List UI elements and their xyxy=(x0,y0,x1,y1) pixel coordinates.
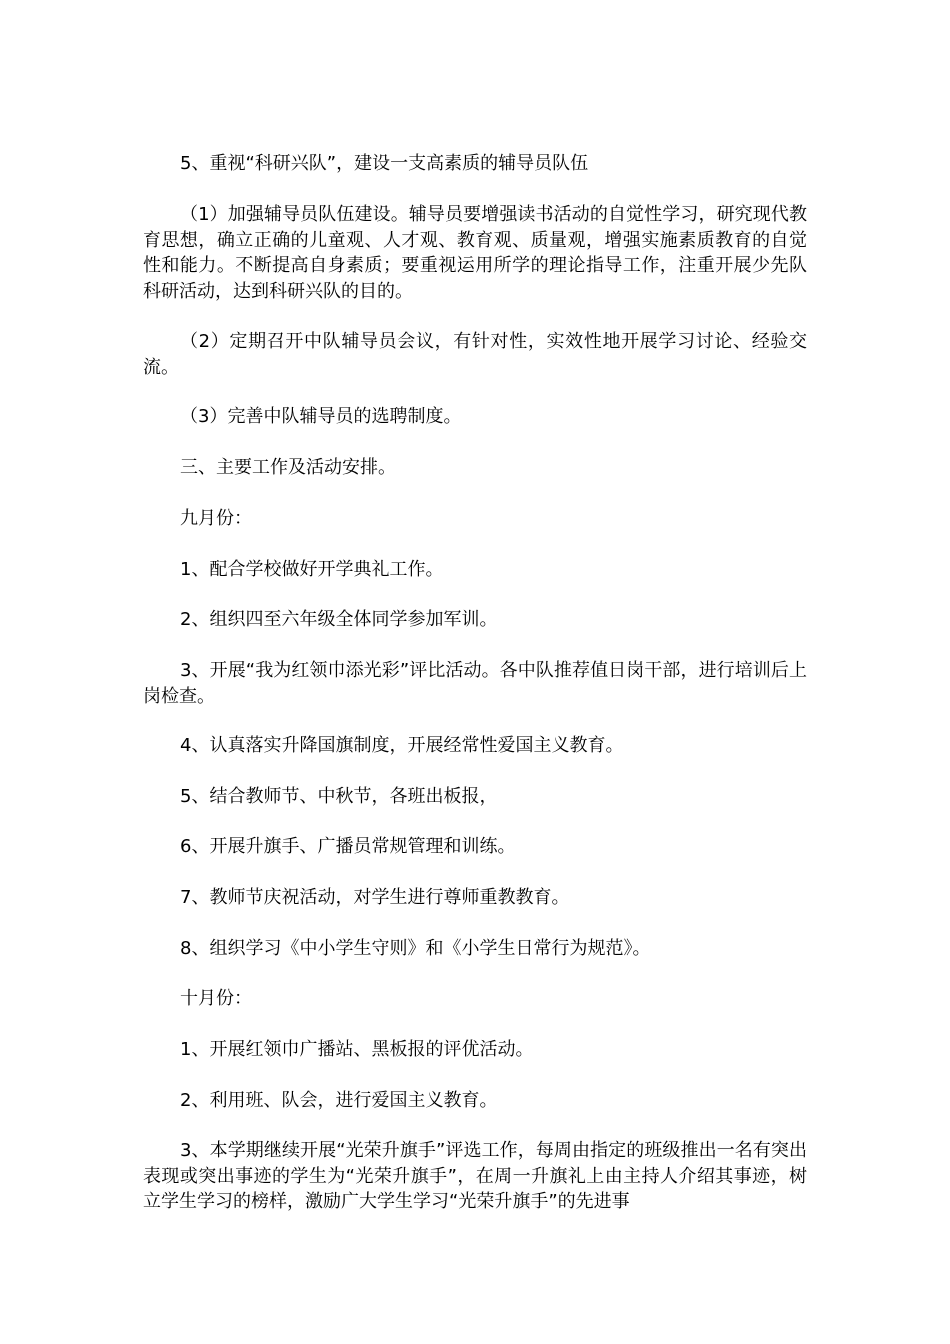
paragraph-october-heading: 十月份： xyxy=(180,988,252,1009)
paragraph-september-2: 2、组织四至六年级全体同学参加军训。 xyxy=(180,609,498,630)
paragraph-september-8: 8、组织学习《中小学生守则》和《小学生日常行为规范》。 xyxy=(180,938,651,959)
paragraph-september-heading: 九月份： xyxy=(180,508,252,529)
paragraph-item-2: （2）定期召开中队辅导员会议，有针对性，实效性地开展学习讨论、经验交流。 xyxy=(143,331,807,378)
paragraph-september-6: 6、开展升旗手、广播员常规管理和训练。 xyxy=(180,836,516,857)
paragraph-section-3-heading: 三、主要工作及活动安排。 xyxy=(180,457,396,478)
paragraph-october-2: 2、利用班、队会，进行爱国主义教育。 xyxy=(180,1090,498,1111)
paragraph-item-1: （1）加强辅导员队伍建设。辅导员要增强读书活动的自觉性学习，研究现代教育思想，确立正确的儿童观、人才观、教育观、质量观，增强实施素质教育的自觉性和能力。不断提高自身素质；要重视运用所学的理论指导工作，注重开展少先队科研活动，达到科研兴队的目的。 xyxy=(143,204,807,302)
paragraph-september-5: 5、结合教师节、中秋节，各班出板报， xyxy=(180,786,498,807)
paragraph-section-5-heading: 5、重视“科研兴队”，建设一支高素质的辅导员队伍 xyxy=(180,153,589,174)
paragraph-september-3: 3、开展“我为红领巾添光彩”评比活动。各中队推荐值日岗干部，进行培训后上岗检查。 xyxy=(143,660,807,707)
paragraph-september-1: 1、配合学校做好开学典礼工作。 xyxy=(180,559,444,580)
paragraph-item-3: （3）完善中队辅导员的选聘制度。 xyxy=(180,406,462,427)
paragraph-september-7: 7、教师节庆祝活动，对学生进行尊师重教教育。 xyxy=(180,887,570,908)
paragraph-september-4: 4、认真落实升降国旗制度，开展经常性爱国主义教育。 xyxy=(180,735,624,756)
paragraph-october-3: 3、本学期继续开展“光荣升旗手”评选工作，每周由指定的班级推出一名有突出表现或突出事迹的学生为“光荣升旗手”，在周一升旗礼上由主持人介绍其事迹，树立学生学习的榜样，激励广大学生学习“光荣升旗手”的先进事 xyxy=(143,1140,807,1212)
paragraph-october-1: 1、开展红领巾广播站、黑板报的评优活动。 xyxy=(180,1039,534,1060)
